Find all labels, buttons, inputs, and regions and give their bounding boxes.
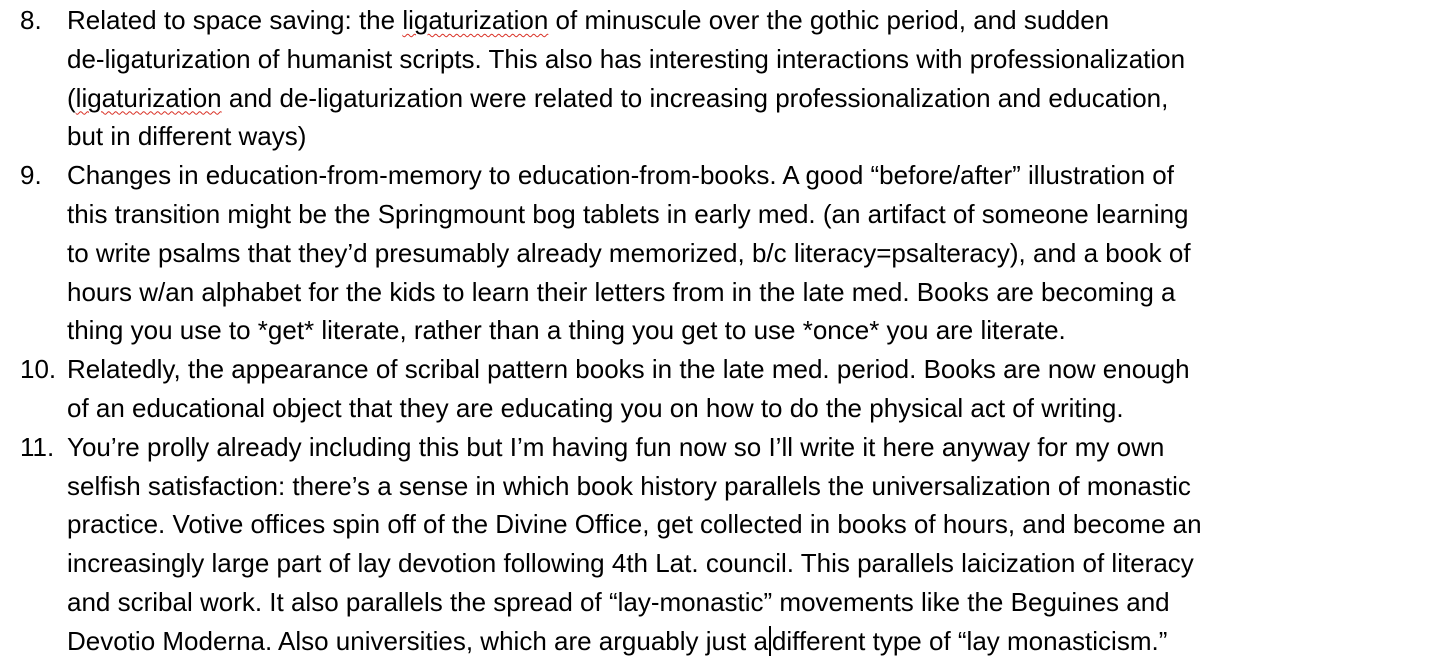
text-line <box>67 505 1448 544</box>
text-line <box>67 40 1448 79</box>
text-line <box>67 544 1448 583</box>
text-line <box>67 79 1448 118</box>
text-run: Devotio Moderna. Also universities, which are arguably just a <box>67 625 768 656</box>
list-item-number: 10. <box>20 354 57 385</box>
text-line <box>67 1 1448 40</box>
text-line <box>67 350 1448 389</box>
text-line <box>67 234 1448 273</box>
text-line <box>67 117 1448 156</box>
text-run: ( <box>67 82 76 113</box>
text-line <box>67 428 1448 467</box>
text-run: different type of “lay monasticism.” <box>771 625 1168 656</box>
list-item-number: 11. <box>20 431 55 462</box>
text-run: thing you use to *get* literate, rather than a thing you get to use *once* you are literate. <box>67 315 1066 346</box>
text-run: of an educational object that they are educating you on how to do the physical act of writing. <box>67 392 1124 423</box>
text-run: and scribal work. It also parallels the spread of “lay-monastic” movements like the Beguines and <box>67 586 1170 617</box>
text-run: selfish satisfaction: there’s a sense in which book history parallels the universalization of monastic <box>67 470 1191 501</box>
text-run: de-ligaturization of humanist scripts. This also has interesting interactions with professionalization <box>67 43 1186 74</box>
text-run: to write psalms that they’d presumably already memorized, b/c literacy=psalteracy), and a book of <box>67 237 1191 268</box>
text-run: hours w/an alphabet for the kids to learn their letters from in the late med. Books are becoming a <box>67 276 1176 307</box>
text-cursor <box>769 626 771 656</box>
list-item <box>0 428 1448 661</box>
text-run: increasingly large part of lay devotion following 4th Lat. council. This parallels laicization of literacy <box>67 548 1194 579</box>
list-item <box>0 1 1448 156</box>
text-run: and de-ligaturization were related to increasing professionalization and education, <box>221 82 1169 113</box>
text-line <box>67 156 1448 195</box>
text-run: but in different ways) <box>67 121 307 152</box>
list-item <box>0 350 1448 428</box>
text-run: practice. Votive offices spin off of the Divine Office, get collected in books of hours, and become an <box>67 509 1202 540</box>
list-item <box>0 156 1448 350</box>
list-item-number: 8. <box>20 5 42 35</box>
text-line <box>67 311 1448 350</box>
text-line <box>67 389 1448 428</box>
text-line <box>67 467 1448 506</box>
text-run: of minuscule over the gothic period, and sudden <box>548 5 1110 35</box>
text-line <box>67 622 1448 661</box>
text-line <box>67 273 1448 312</box>
text-line <box>67 195 1448 234</box>
text-run: Related to space saving: the <box>67 5 403 35</box>
text-run: Relatedly, the appearance of scribal pattern books in the late med. period. Books are now enough <box>67 354 1190 385</box>
text-run: this transition might be the Springmount bog tablets in early med. (an artifact of someone learning <box>67 198 1189 229</box>
list-item-number: 9. <box>20 160 42 191</box>
text-run: Changes in education-from-memory to education-from-books. A good “before/after” illustration of <box>67 160 1174 191</box>
misspelled-word: ligaturization <box>75 82 222 113</box>
misspelled-word: ligaturization <box>402 5 549 35</box>
text-run: You’re prolly already including this but I’m having fun now so I’ll write it here anyway for my own <box>67 431 1165 462</box>
text-line <box>67 583 1448 622</box>
